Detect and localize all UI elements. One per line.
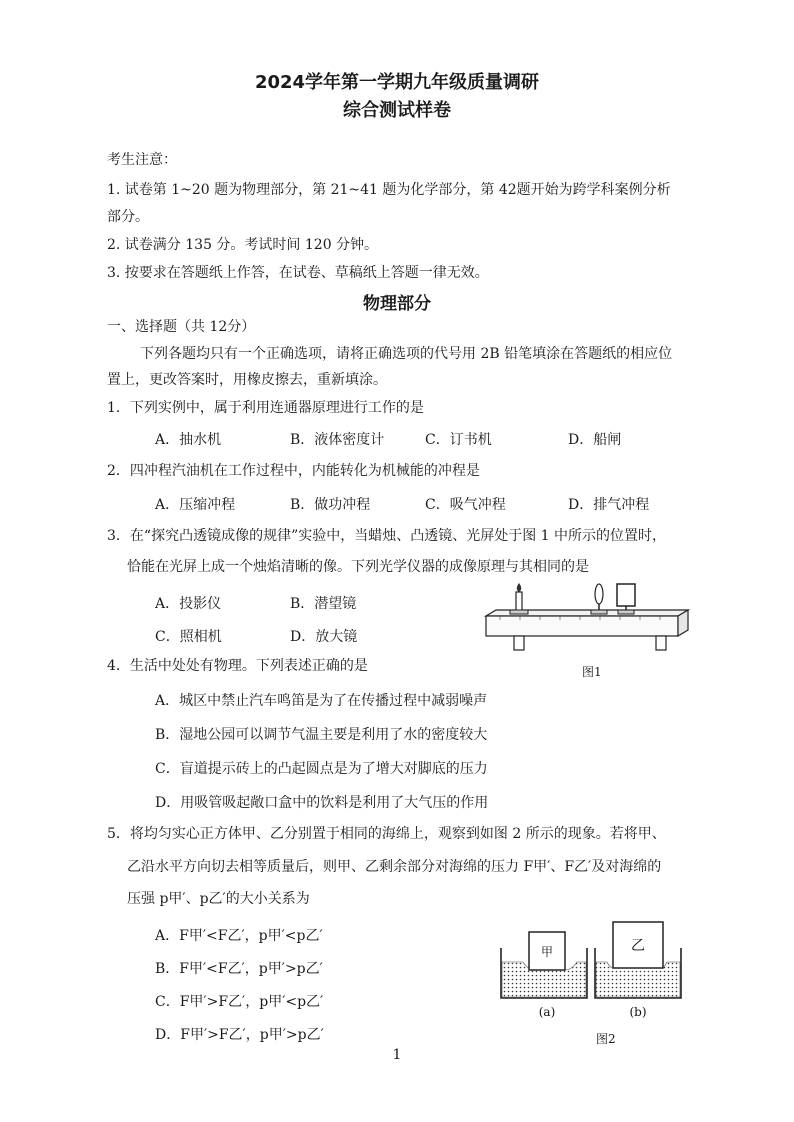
figure-2-sponge-diagram [495, 918, 690, 1028]
exam-title: 2024学年第一学期九年级质量调研 [254, 72, 540, 93]
lens-icon [591, 584, 607, 614]
question-3-stem: 3．在“探究凸透镜成像的规律”实验中，当蜡烛、凸透镜、光屏处于图 1 中所示的位置时， [107, 528, 667, 544]
part-instructions: 下列各题均只有一个正确选项，请将正确选项的代号用 2B 铅笔填涂在答题纸的相应位 [140, 346, 673, 362]
figure-2-label-a: (a) [538, 1005, 556, 1019]
question-4-option-d: D．用吸管吸起敞口盒中的饮料是利用了大气压的作用 [155, 795, 489, 811]
figure-1-optical-bench [480, 580, 690, 658]
question-3-option-c: C．照相机 [155, 629, 222, 645]
question-5-stem: 5．将均匀实心正方体甲、乙分别置于相同的海绵上，观察到如图 2 所示的现象。若将甲、 [107, 826, 666, 842]
question-2-option-a: A．压缩冲程 [155, 497, 236, 513]
notice-item-1: 1. 试卷第 1~20 题为物理部分，第 21~41 题为化学部分，第 42题开始为跨学科案例分析 [107, 182, 671, 198]
sponge-container-a [501, 932, 587, 998]
notice-item-2: 2. 试卷满分 135 分。考试时间 120 分钟。 [107, 237, 379, 253]
question-3-option-a: A．投影仪 [155, 596, 222, 612]
figure-2-caption: 图2 [596, 1032, 616, 1046]
svg-text:乙: 乙 [631, 938, 645, 954]
notice-item-1-cont: 部分。 [107, 209, 149, 225]
notice-item-3: 3. 按要求在答题纸上作答，在试卷、草稿纸上答题一律无效。 [107, 265, 489, 281]
question-5-option-b: B．F甲′<F乙′，p甲′>p乙′ [155, 961, 323, 977]
question-4-option-b: B．湿地公园可以调节气温主要是利用了水的密度较大 [155, 727, 488, 743]
page-number: 1 [392, 1047, 402, 1063]
svg-text:甲: 甲 [540, 945, 554, 959]
candle-icon [510, 583, 528, 614]
question-3-option-d: D．放大镜 [290, 629, 358, 645]
notice-heading: 考生注意： [107, 152, 177, 168]
question-3-stem-cont: 恰能在光屏上成一个烛焰清晰的像。下列光学仪器的成像原理与其相同的是 [127, 559, 589, 575]
sponge-container-b [595, 922, 681, 998]
screen-icon [617, 584, 635, 614]
question-2-option-d: D．排气冲程 [568, 497, 650, 513]
question-3-option-b: B．潜望镜 [290, 596, 357, 612]
question-5-option-a: A．F甲′<F乙′，p甲′<p乙′ [155, 928, 323, 944]
question-1-option-a: A．抽水机 [155, 432, 222, 448]
question-2-option-b: B．做功冲程 [290, 497, 371, 513]
question-1-option-d: D．船闸 [568, 432, 622, 448]
question-4-option-c: C．盲道提示砖上的凸起圆点是为了增大对脚底的压力 [155, 761, 488, 777]
question-4-stem: 4．生活中处处有物理。下列表述正确的是 [107, 658, 368, 674]
part-title: 一、选择题（共 12分） [107, 319, 256, 335]
figure-2-label-b: (b) [629, 1005, 647, 1019]
question-1-stem: 1．下列实例中，属于利用连通器原理进行工作的是 [107, 400, 424, 416]
question-1-option-b: B．液体密度计 [290, 432, 385, 448]
question-2-option-c: C．吸气冲程 [425, 497, 506, 513]
figure-1-caption: 图1 [582, 665, 602, 679]
section-title: 物理部分 [363, 294, 431, 314]
part-instructions-cont: 置上，更改答案时，用橡皮擦去，重新填涂。 [107, 372, 387, 388]
question-5-stem-cont: 乙沿水平方向切去相等质量后，则甲、乙剩余部分对海绵的压力 F甲′、F乙′及对海绵的 [127, 859, 662, 875]
question-5-option-c: C．F甲′>F乙′，p甲′<p乙′ [155, 994, 324, 1010]
question-4-option-a: A．城区中禁止汽车鸣笛是为了在传播过程中减弱噪声 [155, 693, 488, 709]
question-5-option-d: D．F甲′>F乙′，p甲′>p乙′ [155, 1027, 324, 1043]
question-1-option-c: C．订书机 [425, 432, 492, 448]
question-2-stem: 2．四冲程汽油机在工作过程中，内能转化为机械能的冲程是 [107, 463, 480, 479]
exam-subtitle: 综合测试样卷 [343, 100, 451, 121]
question-5-stem-cont-2: 压强 p甲′、p乙′的大小关系为 [127, 891, 310, 907]
